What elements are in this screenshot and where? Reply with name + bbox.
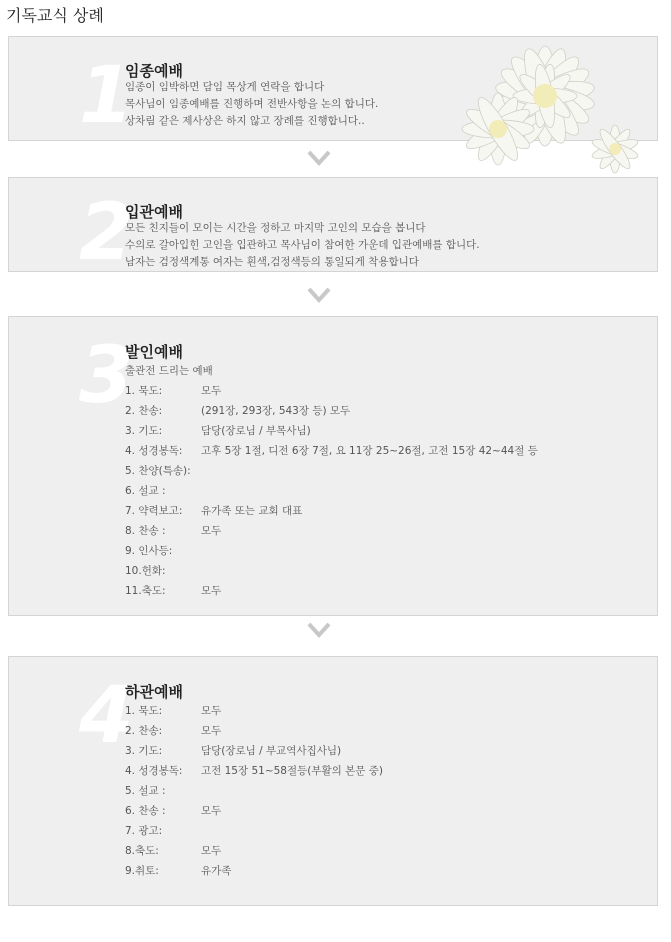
order-label: 2. 찬송: xyxy=(125,725,163,737)
intro-line: 출관전 드리는 예배 xyxy=(125,365,213,377)
order-value: 유가족 xyxy=(201,865,232,877)
order-value: (291장, 293장, 543장 등) 모두 xyxy=(201,405,351,417)
order-label: 3. 기도: xyxy=(125,425,163,437)
order-label: 10.헌화: xyxy=(125,565,166,577)
step-title: 발인예배 xyxy=(125,343,183,361)
chevron-down-icon xyxy=(306,620,332,640)
step-description xyxy=(125,220,480,271)
order-label: 7. 광고: xyxy=(125,825,163,837)
order-item xyxy=(125,523,221,538)
description-line: 임종이 임박하면 담임 목상게 연락을 합니다 xyxy=(125,81,325,93)
order-value: 고전 15장 51~58절등(부활의 본문 중) xyxy=(201,765,383,777)
order-value: 유가족 또는 교회 대표 xyxy=(201,505,303,517)
description-line: 남자는 검정색계통 여자는 흰색,검정색등의 통일되게 착용합니다 xyxy=(125,256,419,268)
order-label: 11.축도: xyxy=(125,585,166,597)
order-value: 담당(장로님 / 부목사님) xyxy=(201,425,311,437)
order-label: 5. 설교 : xyxy=(125,785,166,797)
order-label: 2. 찬송: xyxy=(125,405,163,417)
step-number: 1 xyxy=(79,51,134,141)
order-item xyxy=(125,703,221,718)
order-item xyxy=(125,763,383,778)
chrysanthemum-image xyxy=(450,24,650,196)
order-item xyxy=(125,843,221,858)
order-label: 8. 찬송 : xyxy=(125,525,166,537)
order-value: 모두 xyxy=(201,585,222,597)
description-line: 모든 친지들이 모이는 시간을 정하고 마지막 고인의 모습을 봅니다 xyxy=(125,222,426,234)
description-line: 상차림 같은 제사상은 하지 않고 장례를 진행합니다.. xyxy=(125,115,365,127)
step-2-box xyxy=(8,177,658,278)
order-value: 모두 xyxy=(201,725,222,737)
order-label: 7. 약력보고: xyxy=(125,505,183,517)
chevron-down-icon xyxy=(306,148,332,168)
order-value: 모두 xyxy=(201,705,222,717)
order-item xyxy=(125,783,201,798)
order-item xyxy=(125,423,311,438)
order-item xyxy=(125,443,538,458)
chevron-down-icon xyxy=(306,285,332,305)
order-value: 모두 xyxy=(201,805,222,817)
order-value: 모두 xyxy=(201,845,222,857)
description-line: 목사님이 임종예배를 진행하며 전반사항을 논의 합니다. xyxy=(125,98,379,110)
order-value: 고후 5장 1절, 디전 6장 7절, 요 11장 25~26절, 고전 15장 42~44절 등 xyxy=(201,445,538,457)
order-label: 4. 성경봉독: xyxy=(125,765,183,777)
step-4-box xyxy=(8,656,658,906)
step-number: 4 xyxy=(79,671,134,761)
order-item xyxy=(125,743,341,758)
order-item xyxy=(125,383,221,398)
order-item xyxy=(125,723,221,738)
page-title: 기독교식 상례 xyxy=(6,6,104,25)
order-label: 3. 기도: xyxy=(125,745,163,757)
order-value: 담당(장로님 / 부교역사집사님) xyxy=(201,745,342,757)
order-label: 9.취토: xyxy=(125,865,159,877)
order-item xyxy=(125,503,302,518)
order-item xyxy=(125,583,221,598)
order-label: 4. 성경봉독: xyxy=(125,445,183,457)
step-number: 3 xyxy=(79,331,134,421)
order-label: 5. 찬양(특송): xyxy=(125,465,191,477)
order-label: 1. 묵도: xyxy=(125,705,163,717)
description-line: 수의로 갈아입힌 고인을 입관하고 목사님이 참여한 가운데 입관예배를 합니다. xyxy=(125,239,480,251)
order-label: 1. 묵도: xyxy=(125,385,163,397)
step-description xyxy=(125,79,378,130)
order-value: 모두 xyxy=(201,525,222,537)
order-label: 6. 설교 : xyxy=(125,485,166,497)
order-label: 9. 인사등: xyxy=(125,545,173,557)
order-label: 6. 찬송 : xyxy=(125,805,166,817)
order-item xyxy=(125,563,201,578)
step-title: 하관예배 xyxy=(125,683,183,701)
order-item xyxy=(125,863,231,878)
order-item xyxy=(125,803,221,818)
order-item xyxy=(125,823,201,838)
order-item xyxy=(125,543,201,558)
order-label: 8.축도: xyxy=(125,845,159,857)
step-3-box xyxy=(8,316,658,616)
order-item xyxy=(125,463,201,478)
step-title: 임종예배 xyxy=(125,62,183,80)
order-item xyxy=(125,483,201,498)
step-number: 2 xyxy=(79,188,134,278)
order-value: 모두 xyxy=(201,385,222,397)
order-item xyxy=(125,403,350,418)
step-title: 입관예배 xyxy=(125,203,183,221)
